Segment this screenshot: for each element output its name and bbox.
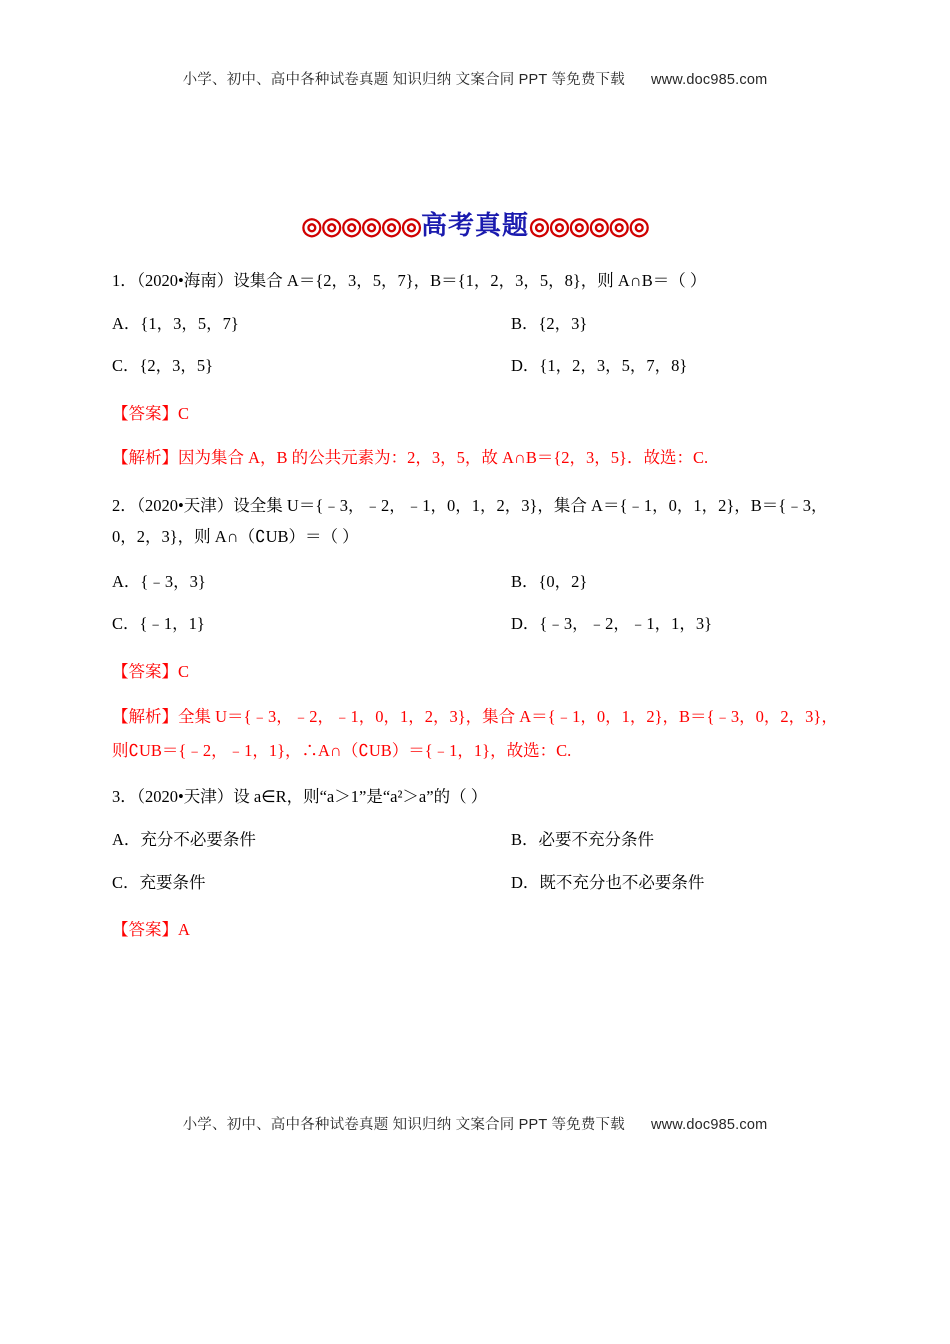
header-url: www.doc985.com [650, 72, 768, 88]
option-d[interactable]: D．{﹣3，﹣2，﹣1，1，3} [511, 614, 713, 634]
option-b[interactable]: B．{0，2} [511, 571, 588, 591]
option-c[interactable]: C．充要条件 [112, 872, 206, 892]
question-block [112, 784, 838, 945]
option-b[interactable]: B．{2，3} [511, 313, 588, 333]
header-note-text: 小学、初中、高中各种试卷真题 知识归纳 文案合同 PPT 等免费下载 [182, 72, 625, 88]
footer-url: www.doc985.com [650, 1117, 768, 1133]
question-block [112, 268, 838, 472]
option-a[interactable]: A．充分不必要条件 [112, 829, 256, 849]
option-d[interactable]: D．既不充分也不必要条件 [511, 872, 705, 892]
option-d[interactable]: D．{1，2，3，5，7，8} [511, 356, 688, 376]
answer-line: 【答案】C [112, 404, 190, 424]
title-text: 高考真题 [420, 211, 529, 240]
question-options [112, 569, 838, 654]
title-left-decoration: ◎◎◎◎◎◎ [301, 214, 421, 240]
question-block [112, 490, 838, 766]
question-stem: 2．（2020•天津）设全集 U＝{﹣3，﹣2，﹣1，0，1，2，3}，集合 A＝{﹣1，0，1，2}，B＝{﹣3，0，2，3}，则 A∩（∁UB）＝（ ） [112, 495, 828, 547]
option-c[interactable]: C．{﹣1，1} [112, 614, 205, 634]
question-stem: 3．（2020•天津）设 a∈R，则“a＞1”是“a²＞a”的（ ） [112, 787, 488, 807]
question-options [112, 311, 838, 396]
question-stem: 1．（2020•海南）设集合 A＝{2，3，5，7}，B＝{1，2，3，5，8}，则 A∩B＝（ ） [112, 271, 707, 290]
option-c[interactable]: C．{2，3，5} [112, 356, 214, 376]
option-b[interactable]: B．必要不充分条件 [511, 829, 655, 849]
question-options [112, 827, 838, 912]
option-a[interactable]: A．{1，3，5，7} [112, 313, 239, 333]
answer-line: 【答案】C [112, 662, 190, 682]
page-header [0, 68, 950, 89]
document-content [112, 205, 838, 960]
answer-line: 【答案】A [112, 920, 190, 940]
page-footer [0, 1113, 950, 1134]
solution-line: 【解析】因为集合 A，B 的公共元素为：2，3，5，故 A∩B＝{2，3，5}．故选：C. [112, 447, 709, 467]
footer-note-text: 小学、初中、高中各种试卷真题 知识归纳 文案合同 PPT 等免费下载 [182, 1117, 625, 1133]
solution-line: 【解析】全集 U＝{﹣3，﹣2，﹣1，0，1，2，3}，集合 A＝{﹣1，0，1，2}，B＝{﹣3，0，2，3}， [112, 707, 838, 727]
solution-line: 则∁UB＝{﹣2，﹣1，1}，∴A∩（∁UB）＝{﹣1，1}，故选：C. [112, 740, 572, 760]
title-right-decoration: ◎◎◎◎◎◎ [529, 214, 649, 240]
page-title [112, 205, 838, 242]
option-a[interactable]: A．{﹣3，3} [112, 571, 206, 591]
